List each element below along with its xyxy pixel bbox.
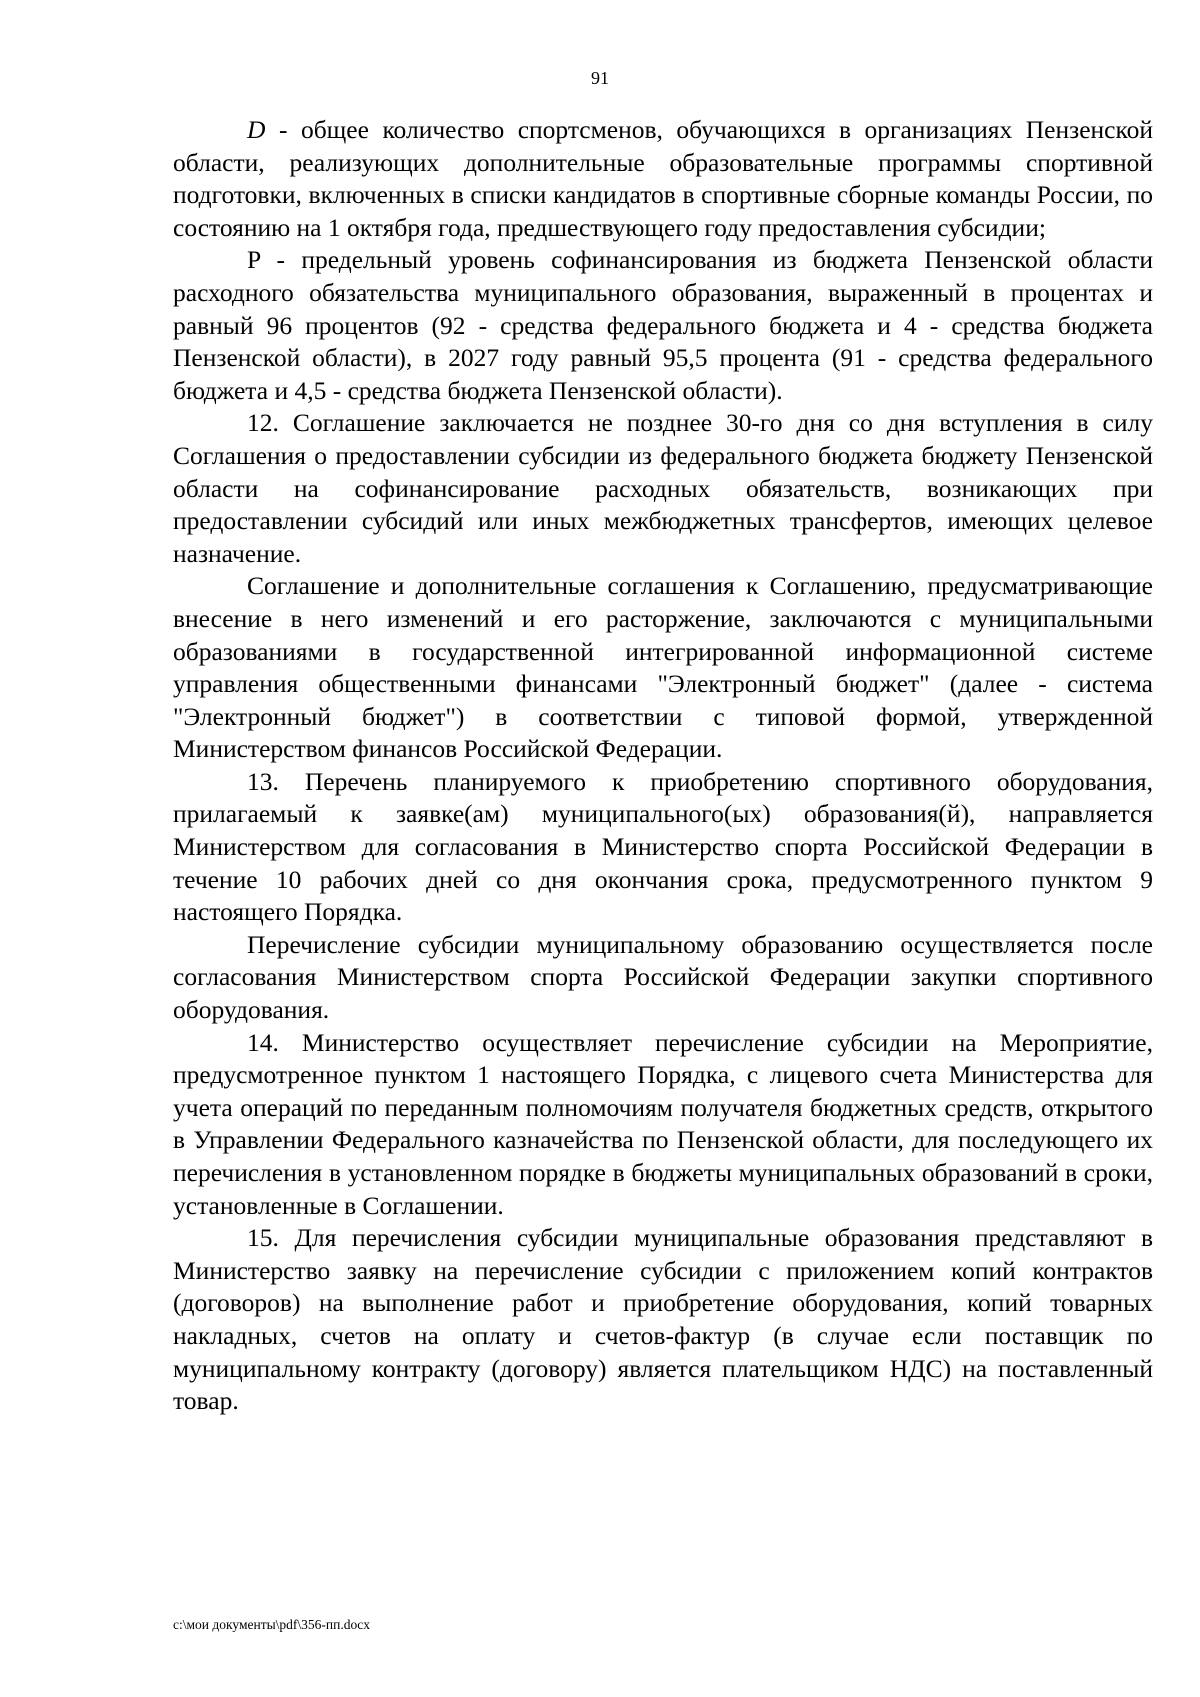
paragraph-definition-d [173,114,1153,244]
document-body [173,114,1153,1418]
page-number: 91 [591,68,609,88]
paragraph-text: - общее количество спортсменов, обучающихся в организациях Пензенской области, реализующих дополнительные образовательные программы спортивной подготовки, включенных в списки кандидатов в спортивные сборные команды России, по состоянию на 1 октября года, предшествующего году предоставления субсидии; [173,115,1153,242]
paragraph-clause-12: 12. Соглашение заключается не позднее 30-го дня со дня вступления в силу Соглашения о предоставлении субсидии из федерального бюджета бюджету Пензенской области на софинансирование расходных обязательств, возникающих при предоставлении субсидий или иных межбюджетных трансфертов, имеющих целевое назначение. [173,408,1153,568]
paragraph-clause-15: 15. Для перечисления субсидии муниципальные образования представляют в Министерство заявку на перечисление субсидии с приложением копий контрактов (договоров) на выполнение работ и приобретение оборудования, копий товарных накладных, счетов на оплату и счетов-фактур (в случае если поставщик по муниципальному контракту (договору) является плательщиком НДС) на поставленный товар. [173,1223,1153,1416]
paragraph-clause-13: 13. Перечень планируемого к приобретению спортивного оборудования, прилагаемый к заявке(ам) муниципального(ых) образования(й), направляется Министерством для согласования в Министерство спорта Российской Федерации в течение 10 рабочих дней со дня окончания срока, предусмотренного пунктом 9 настоящего Порядка. [173,766,1153,927]
paragraph-clause-14: 14. Министерство осуществляет перечисление субсидии на Мероприятие, предусмотренное пунктом 1 настоящего Порядка, с лицевого счета Министерства для учета операций по переданным полномочиям получателя бюджетных средств, открытого в Управлении Федерального казначейства по Пензенской области, для последующего их перечисления в установленном порядке в бюджеты муниципальных образований в сроки, установленные в Соглашении. [173,1027,1153,1220]
paragraph-clause-13-transfer: Перечисление субсидии муниципальному образованию осуществляется после согласования Министерством спорта Российской Федерации закупки спортивного оборудования. [173,929,1153,1025]
paragraph-definition-p: P - предельный уровень софинансирования из бюджета Пензенской области расходного обязательства муниципального образования, выраженный в процентах и равный 96 процентов (92 - средства федерального бюджета и 4 - средства бюджета Пензенской области), в 2027 году равный 95,5 процента (91 - средства федерального бюджета и 4,5 - средства бюджета Пензенской области). [173,245,1153,405]
variable-symbol: D [247,115,266,144]
paragraph-clause-12-agreements: Соглашение и дополнительные соглашения к Соглашению, предусматривающие внесение в него изменений и его расторжение, заключаются с муниципальными образованиями в государственной интегрированной информационной системе управления общественными финансами "Электронный бюджет" (далее - система "Электронный бюджет") в соответствии с типовой формой, утвержденной Министерством финансов Российской Федерации. [173,571,1153,764]
footer-file-path: c:\мои документы\pdf\356-пп.docx [173,1617,370,1632]
